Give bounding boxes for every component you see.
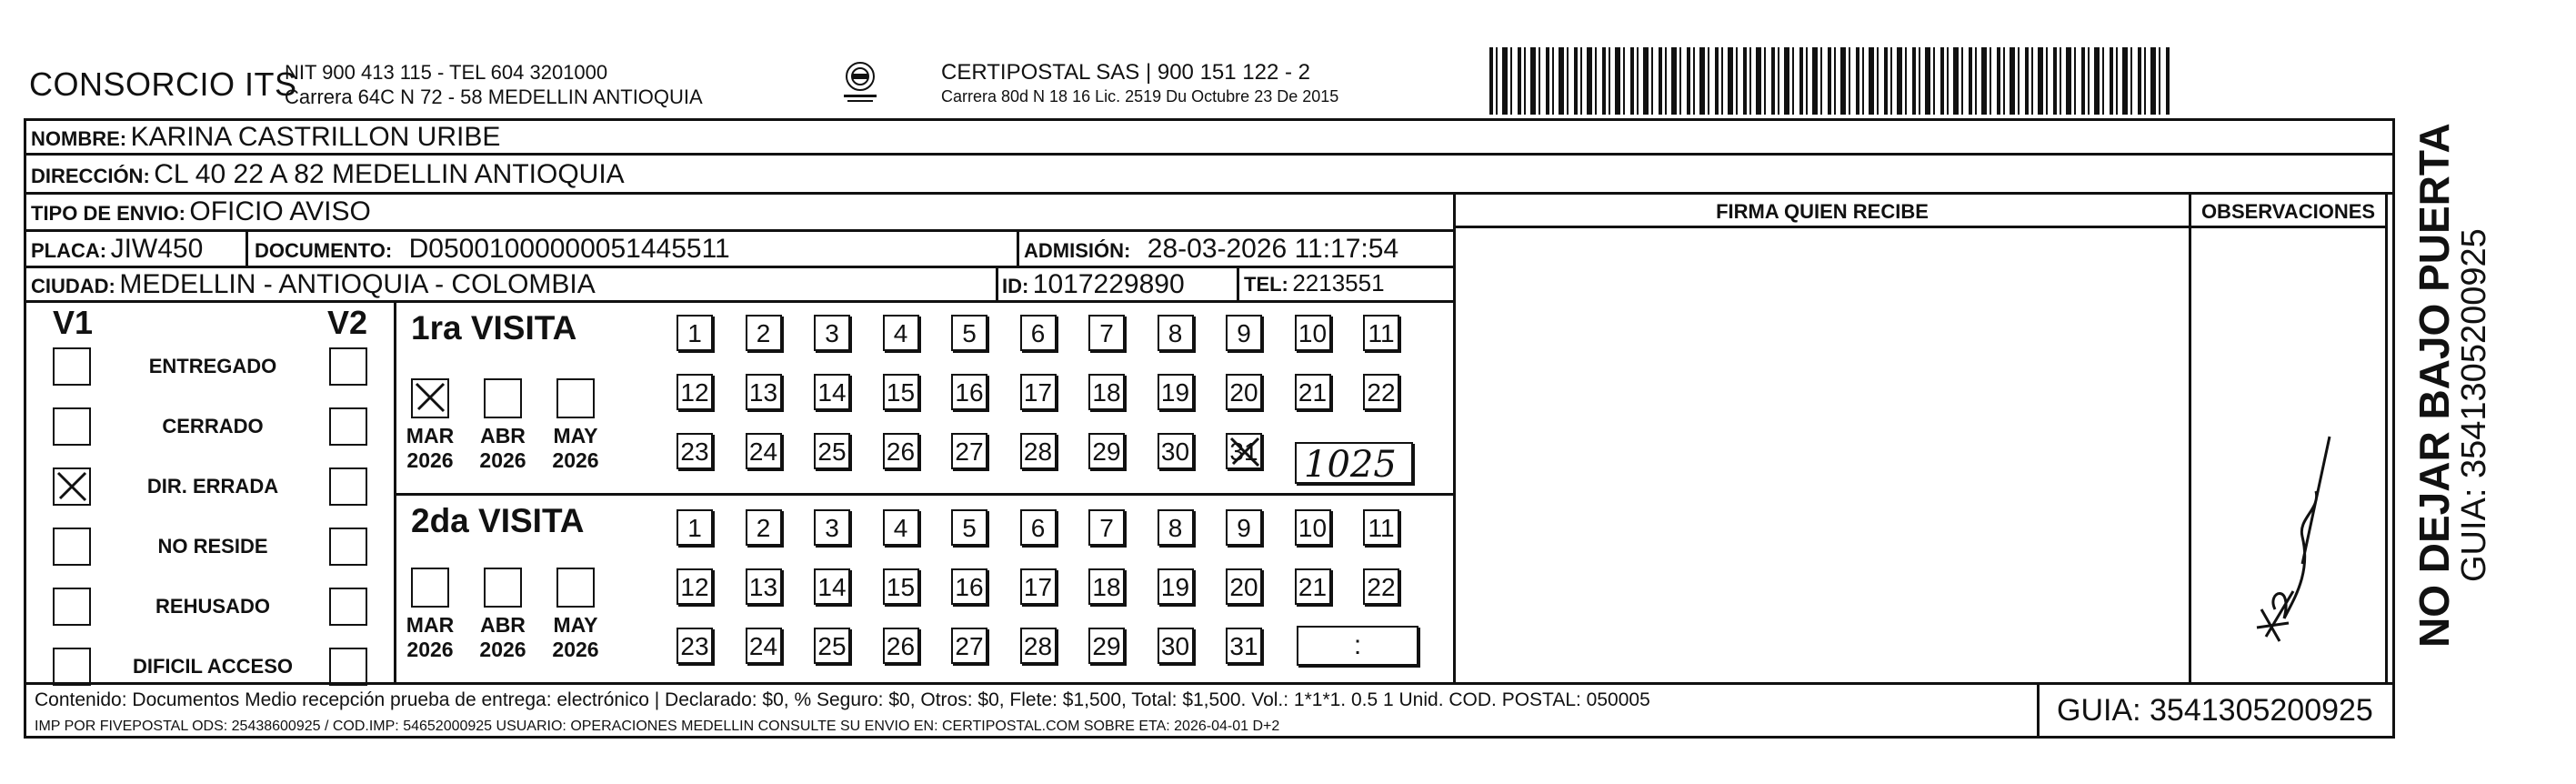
first-visit-time-box[interactable]	[1295, 442, 1413, 484]
tipo-envio-value: OFICIO AVISO	[189, 196, 371, 226]
tel-value: 2213551	[1292, 269, 1385, 297]
ciudad-value: MEDELLIN - ANTIOQUIA - COLOMBIA	[119, 269, 596, 299]
v1-checkbox[interactable]	[53, 588, 91, 626]
month-year: 2026	[479, 638, 526, 661]
firma-label: FIRMA QUIEN RECIBE	[1716, 200, 1929, 223]
divider	[24, 153, 2395, 156]
day-box[interactable]: 15	[883, 568, 919, 605]
second-visit-time-box[interactable]	[1297, 626, 1418, 666]
company-info	[285, 60, 703, 109]
placa-cell	[31, 234, 203, 265]
tel-label: TEL:	[1244, 273, 1288, 296]
day-box[interactable]: 1	[677, 509, 713, 546]
day-box[interactable]: 12	[677, 568, 713, 605]
day-box[interactable]: 7	[1088, 509, 1125, 546]
day-box[interactable]: 15	[883, 374, 919, 410]
carrier-info	[941, 60, 1338, 109]
month-checkbox[interactable]	[556, 378, 595, 418]
day-box[interactable]: 20	[1226, 374, 1262, 410]
day-box[interactable]: 24	[746, 628, 782, 664]
day-box[interactable]: 23	[677, 433, 713, 469]
month-label	[476, 613, 530, 662]
month-label	[476, 424, 530, 473]
placa-label: PLACA:	[31, 239, 107, 262]
month-year: 2026	[552, 448, 599, 472]
divider	[1453, 226, 2385, 228]
status-label: NO RESIDE	[157, 535, 268, 558]
day-box[interactable]: 24	[746, 433, 782, 469]
divider	[1237, 266, 1239, 300]
day-box[interactable]: 13	[746, 374, 782, 410]
day-box[interactable]: 23	[677, 628, 713, 664]
month-year: 2026	[552, 638, 599, 661]
month-label	[548, 424, 603, 473]
divider	[2189, 192, 2191, 682]
day-box[interactable]: 19	[1158, 374, 1194, 410]
v2-checkbox[interactable]	[329, 467, 367, 506]
day-box[interactable]: 26	[883, 433, 919, 469]
day-box[interactable]: 31	[1226, 628, 1262, 664]
day-box[interactable]: 18	[1088, 374, 1125, 410]
status-label: REHUSADO	[155, 595, 270, 618]
day-box[interactable]: 19	[1158, 568, 1194, 605]
divider	[394, 300, 396, 682]
admision-value: 28-03-2026 11:17:54	[1147, 234, 1399, 264]
second-visit-title: 2da VISITA	[411, 502, 585, 539]
month-name: MAR	[406, 613, 455, 637]
day-box[interactable]: 6	[1020, 509, 1057, 546]
first-visit-title: 1ra VISITA	[411, 309, 577, 347]
documento-value: D05001000000051445511	[408, 234, 730, 264]
day-box[interactable]: 26	[883, 628, 919, 664]
tipo-envio-label: TIPO DE ENVIO:	[31, 202, 185, 225]
day-box[interactable]: 16	[951, 374, 987, 410]
id-label: ID:	[1002, 275, 1029, 297]
day-box[interactable]: 4	[883, 315, 919, 351]
footer-guia: GUIA: 3541305200925	[2057, 693, 2373, 728]
v1-checkbox[interactable]	[53, 347, 91, 386]
day-box[interactable]: 28	[1020, 628, 1057, 664]
status-label: DIFICIL ACCESO	[132, 655, 293, 678]
day-box[interactable]: 9	[1226, 315, 1262, 351]
month-year: 2026	[406, 448, 454, 472]
month-checkbox[interactable]	[411, 568, 449, 608]
month-checkbox[interactable]	[484, 568, 522, 608]
day-box[interactable]: 2	[746, 509, 782, 546]
company-address: Carrera 64C N 72 - 58 MEDELLIN ANTIOQUIA	[285, 85, 703, 108]
day-box[interactable]: 22	[1363, 568, 1399, 605]
day-box[interactable]: 27	[951, 433, 987, 469]
day-box[interactable]: 14	[814, 568, 850, 605]
divider	[24, 192, 2395, 195]
nombre-label: NOMBRE:	[31, 127, 127, 150]
day-box[interactable]: 7	[1088, 315, 1125, 351]
v2-header: V2	[327, 304, 368, 341]
first-visit-time-value: 1025	[1304, 444, 1397, 486]
day-box[interactable]: 29	[1088, 433, 1125, 469]
month-label	[403, 613, 457, 662]
carrier-address: Carrera 80d N 18 16 Lic. 2519 Du Octubre 23 De 2015	[941, 87, 1339, 106]
day-box[interactable]: 12	[677, 374, 713, 410]
month-name: ABR	[480, 424, 526, 447]
nombre-row	[31, 122, 500, 153]
day-box[interactable]: 29	[1088, 628, 1125, 664]
day-box[interactable]: 30	[1158, 628, 1194, 664]
barcode-icon	[1489, 47, 2171, 115]
id-cell	[1002, 269, 1185, 300]
v1-checkbox[interactable]	[53, 648, 91, 686]
day-box[interactable]: 4	[883, 509, 919, 546]
day-box[interactable]: 1	[677, 315, 713, 351]
day-box[interactable]: 8	[1158, 509, 1194, 546]
divider	[24, 300, 1453, 303]
day-box[interactable]: 6	[1020, 315, 1057, 351]
day-box[interactable]: 11	[1363, 509, 1399, 546]
day-box[interactable]: 10	[1295, 509, 1331, 546]
divider	[2385, 192, 2388, 682]
day-box[interactable]: 11	[1363, 315, 1399, 351]
v2-checkbox[interactable]	[329, 648, 367, 686]
v1-header: V1	[53, 304, 94, 341]
v2-checkbox[interactable]	[329, 407, 367, 446]
tel-cell	[1244, 269, 1385, 297]
day-box[interactable]: 22	[1363, 374, 1399, 410]
day-box[interactable]: 30	[1158, 433, 1194, 469]
tipo-envio-row	[31, 196, 371, 227]
month-year: 2026	[406, 638, 454, 661]
documento-cell	[255, 234, 730, 265]
day-box[interactable]: 8	[1158, 315, 1194, 351]
month-checkbox[interactable]	[411, 378, 449, 418]
v2-checkbox[interactable]	[329, 588, 367, 626]
day-box[interactable]: 21	[1295, 374, 1331, 410]
brand-name: CONSORCIO ITS	[29, 65, 297, 103]
day-box[interactable]: 3	[814, 315, 850, 351]
day-box[interactable]: 25	[814, 628, 850, 664]
day-box[interactable]: 2	[746, 315, 782, 351]
day-box[interactable]: 28	[1020, 433, 1057, 469]
divider	[1017, 229, 1019, 266]
month-name: MAR	[406, 424, 455, 447]
day-box[interactable]: 20	[1226, 568, 1262, 605]
day-box[interactable]: 9	[1226, 509, 1262, 546]
month-year: 2026	[479, 448, 526, 472]
nit-line: NIT 900 413 115 - TEL 604 3201000	[285, 61, 608, 84]
id-value: 1017229890	[1032, 269, 1185, 299]
day-box[interactable]: 13	[746, 568, 782, 605]
day-box[interactable]: 17	[1020, 374, 1057, 410]
divider	[24, 229, 1453, 232]
day-box[interactable]: 16	[951, 568, 987, 605]
divider	[996, 266, 998, 300]
certipostal-seal-logo-icon	[838, 60, 882, 106]
month-checkbox[interactable]	[484, 378, 522, 418]
divider	[246, 229, 248, 266]
status-label: DIR. ERRADA	[146, 475, 279, 498]
status-label: CERRADO	[162, 415, 264, 437]
day-box[interactable]: 3	[814, 509, 850, 546]
day-box[interactable]: 18	[1088, 568, 1125, 605]
divider	[1453, 192, 1456, 682]
day-box[interactable]: 17	[1020, 568, 1057, 605]
ciudad-label: CIUDAD:	[31, 275, 115, 297]
side-guia: GUIA: 3541305200925	[2455, 228, 2493, 582]
v1-checkbox[interactable]	[53, 467, 91, 506]
admision-label: ADMISIÓN:	[1024, 239, 1131, 262]
day-number: 31	[1229, 437, 1258, 466]
day-box[interactable]: 5	[951, 509, 987, 546]
footer-contenido: Contenido: Documentos Medio recepción prueba de entrega: electrónico | Declarado: $0, % Seguro: $0, Otros: $0, Flete: $1,500, Total: $1,500. Vol.: 1*1*1. 0.5 1 Unid. COD. POSTAL: 050005	[35, 689, 1650, 710]
direccion-label: DIRECCIÓN:	[31, 165, 150, 187]
v2-checkbox[interactable]	[329, 528, 367, 566]
status-label: ENTREGADO	[148, 355, 277, 377]
nombre-value: KARINA CASTRILLON URIBE	[130, 122, 501, 152]
documento-label: DOCUMENTO:	[255, 239, 393, 262]
month-name: MAY	[553, 613, 598, 637]
placa-value: JIW450	[110, 234, 204, 264]
day-box[interactable]: 21	[1295, 568, 1331, 605]
footer-imp-line: IMP POR FIVEPOSTAL ODS: 25438600925 / COD.IMP: 54652000925 USUARIO: OPERACIONES MEDELLIN CONSULTE SU ENVIO EN: CERTIPOSTAL.COM SOBRE ETA: 2026-04-01 D+2	[35, 719, 1280, 734]
divider	[394, 493, 1453, 496]
month-label	[548, 613, 603, 662]
v1-checkbox[interactable]	[53, 528, 91, 566]
day-box[interactable]	[1226, 433, 1262, 469]
second-visit-time-value: :	[1353, 630, 1362, 660]
admision-cell	[1024, 234, 1398, 265]
no-dejar-bajo-puerta: NO DEJAR BAJO PUERTA	[2411, 123, 2458, 648]
direccion-value: CL 40 22 A 82 MEDELLIN ANTIOQUIA	[154, 159, 625, 189]
month-name: ABR	[480, 613, 526, 637]
direccion-row	[31, 159, 625, 190]
month-label	[403, 424, 457, 473]
observaciones-label: OBSERVACIONES	[2200, 200, 2376, 223]
handwritten-signature-icon	[2239, 427, 2357, 646]
month-name: MAY	[553, 424, 598, 447]
day-box[interactable]: 10	[1295, 315, 1331, 351]
month-checkbox[interactable]	[556, 568, 595, 608]
day-box[interactable]: 25	[814, 433, 850, 469]
day-box[interactable]: 14	[814, 374, 850, 410]
v2-checkbox[interactable]	[329, 347, 367, 386]
day-box[interactable]: 27	[951, 628, 987, 664]
carrier-line: CERTIPOSTAL SAS | 900 151 122 - 2	[941, 60, 1310, 85]
ciudad-cell	[31, 269, 596, 300]
v1-checkbox[interactable]	[53, 407, 91, 446]
divider	[2037, 682, 2040, 739]
day-box[interactable]: 5	[951, 315, 987, 351]
